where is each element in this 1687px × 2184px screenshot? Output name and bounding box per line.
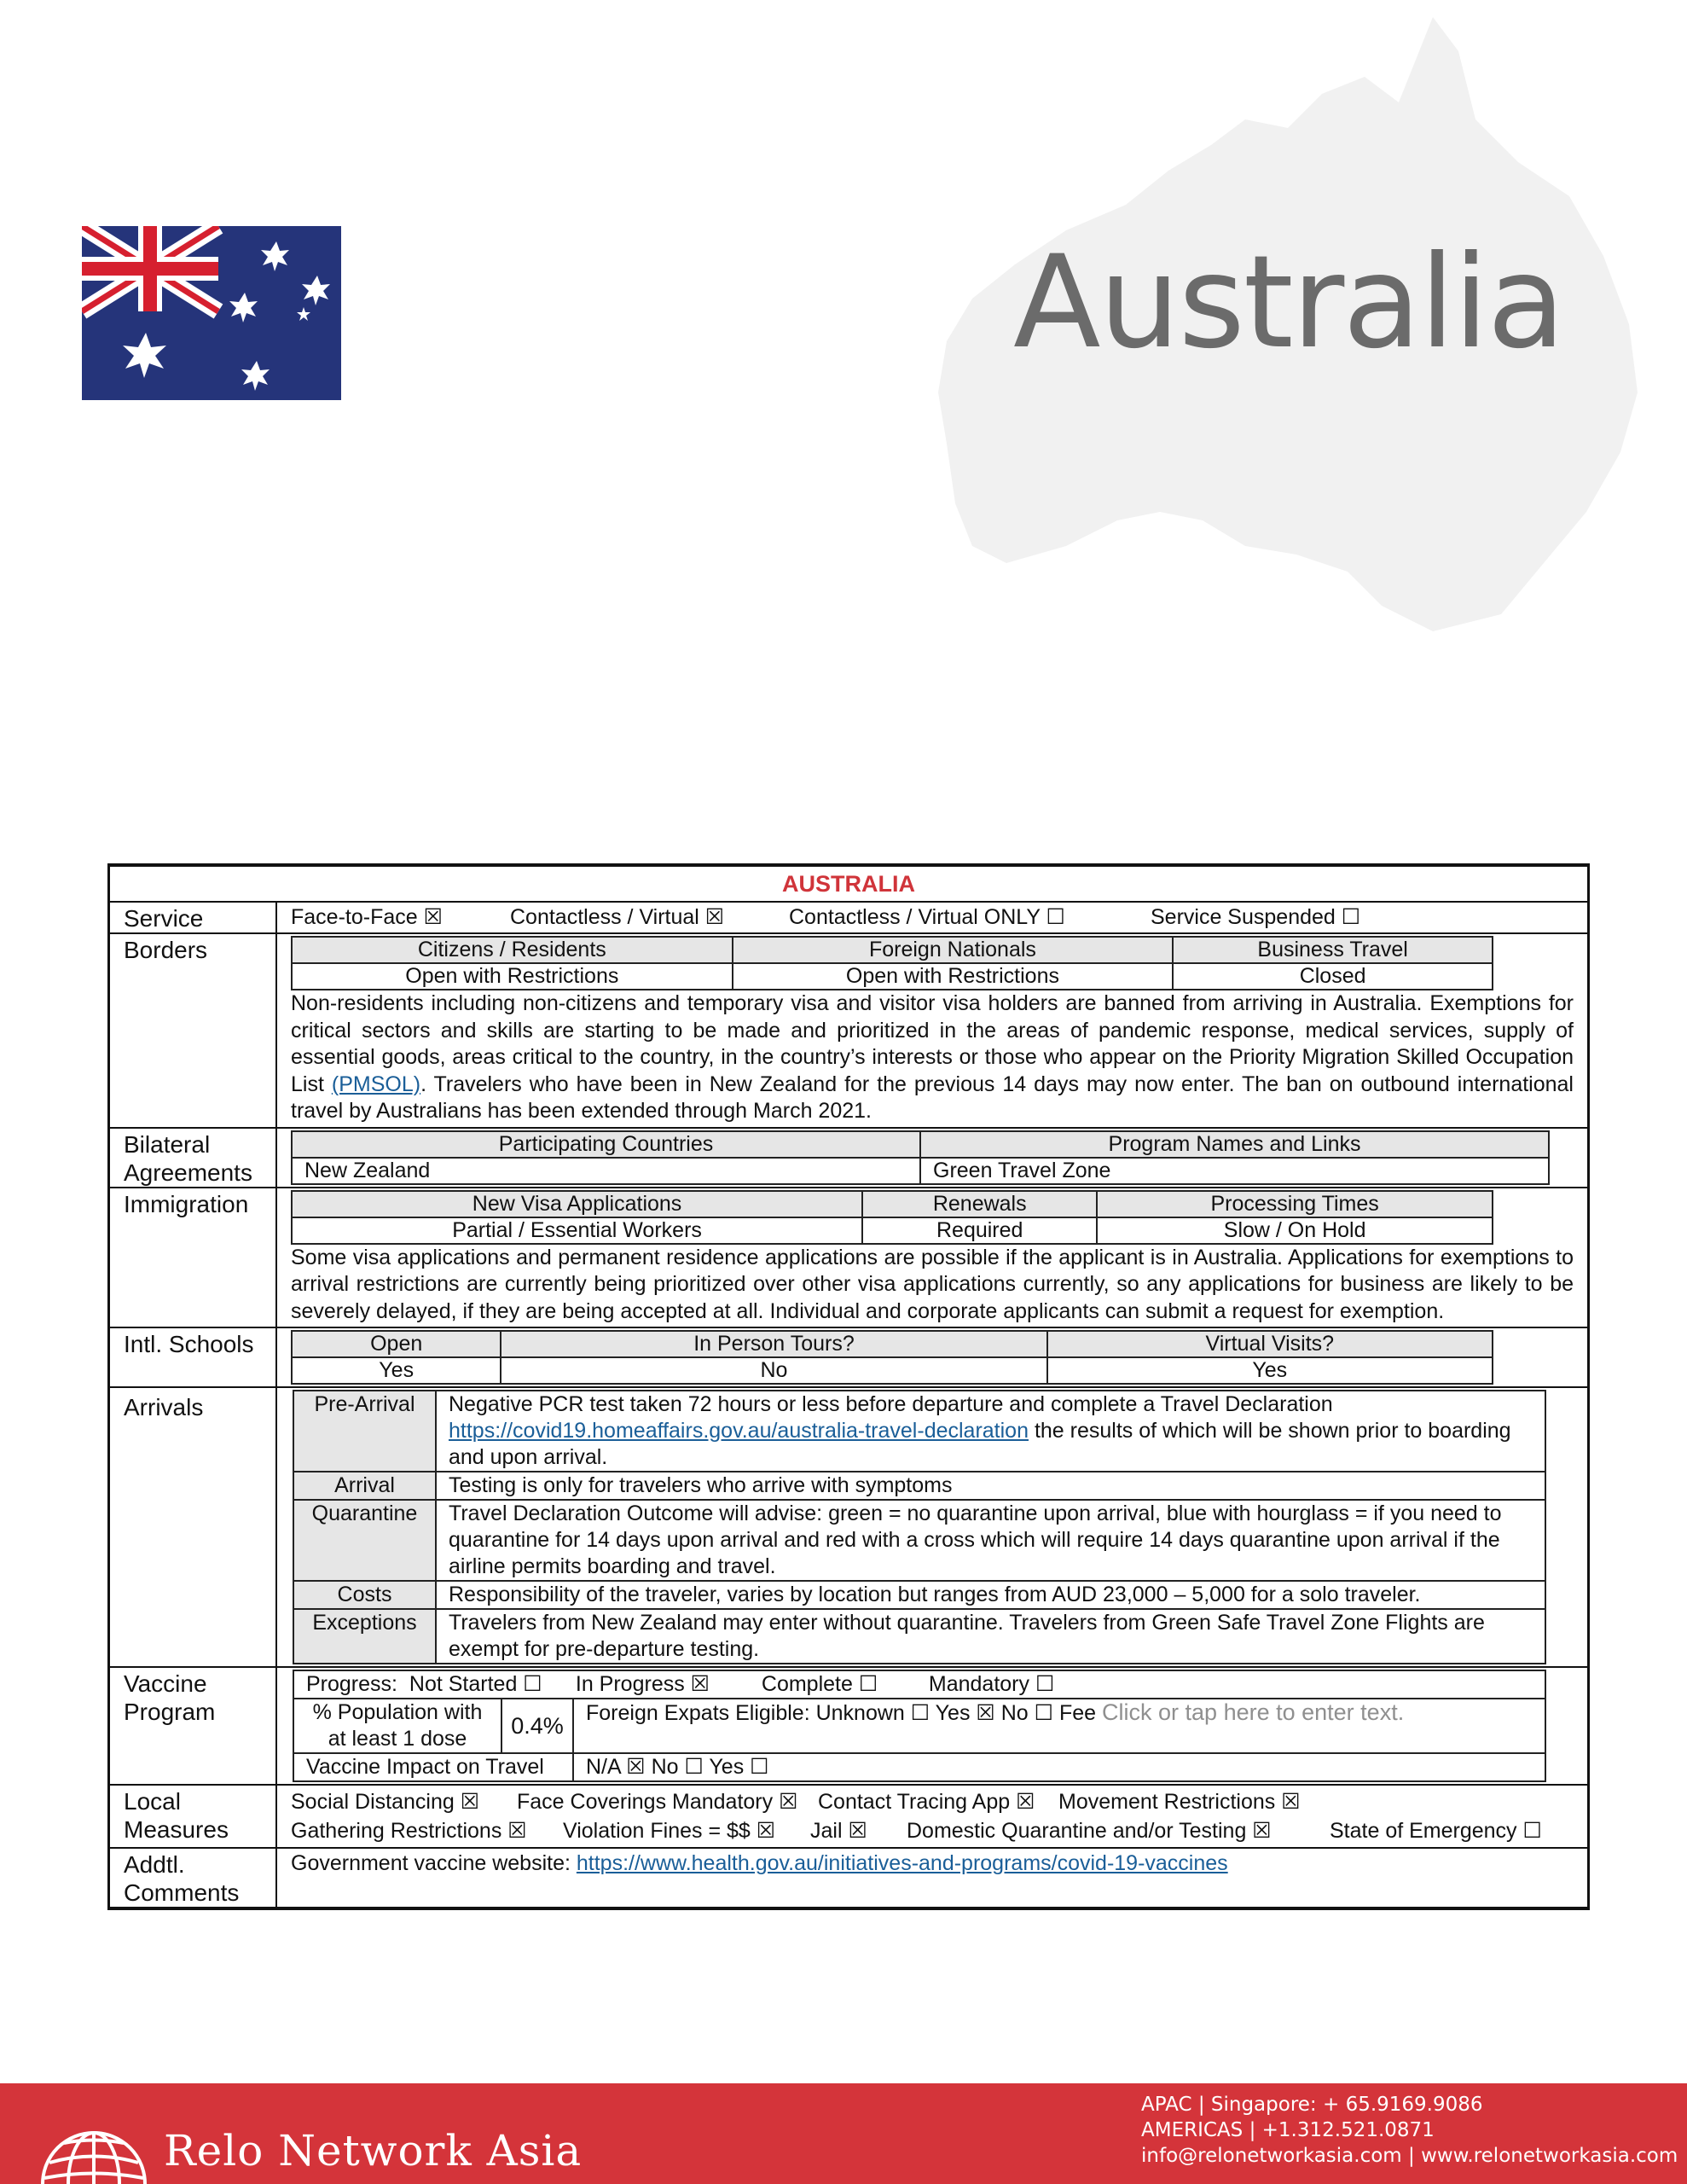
local-measure: Face Coverings Mandatory ☒ <box>517 1790 798 1814</box>
schools-label: Intl. Schools <box>110 1328 277 1386</box>
exceptions-text: Travelers from New Zealand may enter without quarantine. Travelers from Green Safe Travel Zone Flights are exempt for pre-departure testing. <box>436 1609 1545 1664</box>
immigration-row <box>110 1188 1587 1329</box>
local-measure: Jail ☒ <box>810 1819 867 1843</box>
fee-input-placeholder[interactable]: Click or tap here to enter text. <box>1102 1699 1405 1725</box>
vaccine-website-link[interactable]: https://www.health.gov.au/initiatives-and-programs/covid-19-vaccines <box>576 1851 1228 1875</box>
comments-label-line: Addtl. <box>124 1851 185 1878</box>
table-title: AUSTRALIA <box>110 867 1587 903</box>
service-content <box>277 903 1587 932</box>
service-label: Service <box>110 903 277 932</box>
service-option: Service Suspended ☐ <box>1151 905 1361 929</box>
service-row <box>110 903 1587 934</box>
service-option: Contactless / Virtual ☒ <box>510 905 725 929</box>
local-measure: Domestic Quarantine and/or Testing ☒ <box>907 1819 1272 1843</box>
arrival-text: Testing is only for travelers who arrive with symptoms <box>436 1472 1545 1500</box>
brand-logo-text: Relo Network Asia <box>164 2126 583 2175</box>
bilateral-value: Green Travel Zone <box>920 1158 1549 1184</box>
immigration-description: Some visa applications and permanent residence applications are possible if the applicant is in Australia. Applications for exemptions to arrival restrictions are currently being prioritized over other visa applications currently, so any applications for business are likely to be severely delayed, if they are being accepted at all. Individual and corporate applicants can submit a request for exemption. <box>291 1245 1574 1323</box>
contact-apac: APAC | Singapore: + 65.9169.9086 <box>1141 2094 1483 2116</box>
bilateral-label <box>110 1129 277 1187</box>
immigration-header: New Visa Applications <box>292 1191 862 1217</box>
local-label-line: Measures <box>124 1816 229 1843</box>
foreign-expats-eligible <box>573 1699 1545 1753</box>
service-options <box>291 904 1574 931</box>
local-measure: Gathering Restrictions ☒ <box>291 1819 527 1843</box>
vaccine-row <box>110 1668 1587 1786</box>
contact-info <box>1141 2092 1678 2169</box>
local-measure: Movement Restrictions ☒ <box>1058 1790 1301 1814</box>
bilateral-row <box>110 1129 1587 1188</box>
progress-option: In Progress ☒ <box>575 1672 710 1696</box>
country-info-table <box>107 863 1590 1910</box>
progress-option: Mandatory ☐ <box>928 1672 1055 1696</box>
immigration-value: Slow / On Hold <box>1097 1217 1493 1244</box>
immigration-label: Immigration <box>110 1188 277 1327</box>
schools-header: Virtual Visits? <box>1047 1331 1493 1357</box>
local-measure: Social Distancing ☒ <box>291 1790 480 1814</box>
costs-text: Responsibility of the traveler, varies by location but ranges from AUD 23,000 – 5,000 for a solo traveler. <box>436 1581 1545 1609</box>
borders-text: . Travelers who have been in New Zealand for the previous 14 days may now enter. The ban on outbound international travel by Australians has been extended through March 2021. <box>291 1072 1574 1123</box>
schools-content <box>277 1328 1587 1386</box>
comments-label <box>110 1849 277 1907</box>
schools-header: In Person Tours? <box>501 1331 1046 1357</box>
schools-value: No <box>501 1357 1046 1384</box>
costs-key: Costs <box>293 1581 436 1609</box>
pmsol-link[interactable]: (PMSOL) <box>331 1072 421 1096</box>
vaccine-table <box>293 1670 1546 1782</box>
borders-header: Foreign Nationals <box>733 937 1174 963</box>
bilateral-value: New Zealand <box>292 1158 920 1184</box>
local-line-2 <box>291 1816 1574 1845</box>
progress-option: Not Started ☐ <box>409 1672 542 1696</box>
arrivals-content <box>277 1388 1587 1666</box>
comments-text: Government vaccine website: <box>291 1851 577 1875</box>
local-measures-row <box>110 1786 1587 1849</box>
immigration-value: Required <box>862 1217 1097 1244</box>
borders-value: Open with Restrictions <box>292 963 733 990</box>
local-measure: Violation Fines = $$ ☒ <box>563 1819 776 1843</box>
borders-description <box>291 990 1574 1125</box>
arrivals-row <box>110 1388 1587 1668</box>
country-title: Australia <box>1013 229 1564 377</box>
schools-table <box>291 1330 1493 1385</box>
borders-content <box>277 934 1587 1127</box>
borders-header: Citizens / Residents <box>292 937 733 963</box>
pre-arrival-key: Pre-Arrival <box>293 1391 436 1472</box>
schools-value: Yes <box>1047 1357 1493 1384</box>
pre-arrival-text-part: Negative PCR test taken 72 hours or less before departure and complete a Travel Declaration <box>449 1392 1333 1416</box>
population-label <box>293 1699 501 1753</box>
pre-arrival-text-part: the results of which will be shown prior to boarding and upon arrival. <box>449 1419 1511 1469</box>
borders-status-table <box>291 936 1493 990</box>
comments-label-line: Comments <box>124 1879 240 1906</box>
local-content <box>277 1786 1587 1847</box>
impact-options: N/A ☒ No ☐ Yes ☐ <box>573 1753 1545 1781</box>
local-line-1 <box>291 1787 1574 1816</box>
borders-value: Open with Restrictions <box>733 963 1174 990</box>
local-measure: State of Emergency ☐ <box>1330 1819 1542 1843</box>
borders-row <box>110 934 1587 1129</box>
arrivals-label: Arrivals <box>110 1388 277 1666</box>
population-value: 0.4% <box>501 1699 573 1753</box>
progress-label: Progress: <box>306 1672 397 1696</box>
eligible-text: Foreign Expats Eligible: Unknown ☐ Yes ☒ No ☐ Fee <box>586 1701 1103 1725</box>
bilateral-label-line: Agreements <box>124 1159 252 1186</box>
local-label <box>110 1786 277 1847</box>
borders-text: Non-residents including non-citizens and temporary visa and visitor visa holders are banned from arriving in Australia. Exemptions for critical sectors and skills are starting to be made and prioritized in the areas of pandemic response, medical services, supply of essential goods, areas critical to the country, in the country’s interests or those who appear on the Priority Migration Skilled Occupation List <box>291 991 1574 1096</box>
australia-flag-icon <box>82 226 341 400</box>
schools-value: Yes <box>292 1357 501 1384</box>
comments-content <box>277 1849 1587 1907</box>
local-measure: Contact Tracing App ☒ <box>818 1790 1035 1814</box>
quarantine-text: Travel Declaration Outcome will advise: green = no quarantine upon arrival, blue with hourglass = if you need to quarantine for 14 days upon arrival and red with a cross which will require 14 days quarantine upon arrival if the airline permits boarding and travel. <box>436 1500 1545 1581</box>
travel-declaration-link[interactable]: https://covid19.homeaffairs.gov.au/australia-travel-declaration <box>449 1419 1029 1443</box>
immigration-table <box>291 1190 1493 1245</box>
vaccine-label-line: Vaccine <box>124 1670 207 1697</box>
vaccine-progress <box>293 1670 1545 1699</box>
service-option: Face-to-Face ☒ <box>291 905 443 929</box>
bilateral-label-line: Bilateral <box>124 1130 211 1158</box>
contact-email-web[interactable]: info@relonetworkasia.com | www.relonetworkasia.com <box>1141 2145 1678 2167</box>
service-option: Contactless / Virtual ONLY ☐ <box>789 905 1065 929</box>
immigration-header: Renewals <box>862 1191 1097 1217</box>
schools-row <box>110 1328 1587 1388</box>
borders-value: Closed <box>1173 963 1493 990</box>
comments-row <box>110 1849 1587 1907</box>
bilateral-header: Program Names and Links <box>920 1131 1549 1158</box>
immigration-value: Partial / Essential Workers <box>292 1217 862 1244</box>
exceptions-key: Exceptions <box>293 1609 436 1664</box>
population-label-line: at least 1 dose <box>328 1727 467 1751</box>
progress-option: Complete ☐ <box>761 1672 878 1696</box>
immigration-content <box>277 1188 1587 1327</box>
globe-logo-icon <box>34 2090 154 2184</box>
bilateral-content <box>277 1129 1587 1187</box>
bilateral-header: Participating Countries <box>292 1131 920 1158</box>
bilateral-table <box>291 1130 1550 1185</box>
pre-arrival-text <box>436 1391 1545 1472</box>
contact-americas: AMERICAS | +1.312.521.0871 <box>1141 2119 1435 2141</box>
borders-label: Borders <box>110 934 277 1127</box>
arrivals-table <box>293 1390 1546 1664</box>
borders-header: Business Travel <box>1173 937 1493 963</box>
footer <box>0 2083 1687 2184</box>
local-label-line: Local <box>124 1788 181 1815</box>
vaccine-label <box>110 1668 277 1784</box>
impact-label: Vaccine Impact on Travel <box>293 1753 573 1781</box>
vaccine-label-line: Program <box>124 1699 216 1725</box>
vaccine-content <box>277 1668 1587 1784</box>
population-label-line: % Population with <box>312 1700 483 1724</box>
quarantine-key: Quarantine <box>293 1500 436 1581</box>
schools-header: Open <box>292 1331 501 1357</box>
arrival-key: Arrival <box>293 1472 436 1500</box>
immigration-header: Processing Times <box>1097 1191 1493 1217</box>
